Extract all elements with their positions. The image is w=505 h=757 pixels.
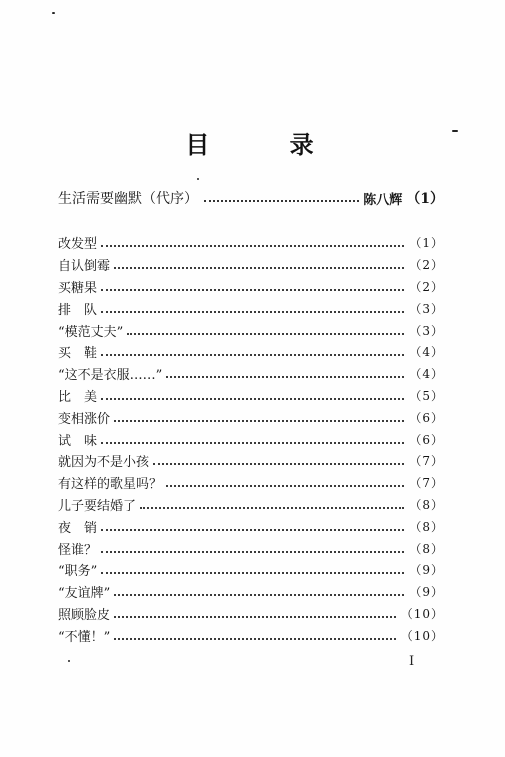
toc-entry [58,232,444,254]
dot-leader [114,413,404,422]
entry-page-number: （4） [409,367,444,382]
toc-entry [58,603,444,625]
dot-leader [101,347,404,356]
dot-leader [166,478,404,487]
dot-leader [101,565,404,574]
entry-page-number: （7） [409,454,444,469]
entry-title: 排 队 [58,302,98,318]
dot-leader [204,192,359,202]
dot-leader [101,304,404,313]
toc-entry [58,472,444,494]
entry-title: 变相涨价 [58,411,111,427]
page-title: 目 录 [185,131,350,159]
entry-page-number: （8） [409,519,444,534]
entry-page-number: （1） [409,236,444,251]
toc-entry [58,276,444,298]
entry-title: 买 鞋 [58,346,98,362]
entry-page-number: （8） [409,497,444,512]
toc-entry [58,428,444,450]
entry-title: 试 味 [58,433,98,449]
entry-page-number: （4） [409,345,444,360]
entry-page-number: （3） [409,323,444,338]
entry-title: 比 美 [58,389,98,405]
toc-preface-entry [58,188,444,208]
entry-title: 改发型 [58,237,98,253]
entry-page-number: （8） [409,541,444,556]
entry-page-number: （10） [400,606,444,621]
entry-page-number: （9） [409,585,444,600]
dot-leader [101,522,404,531]
dot-leader [114,260,404,269]
dot-leader [127,326,404,335]
toc-entry [58,385,444,407]
entry-title: 儿子要结婚了 [58,498,137,514]
dot-leader [114,631,395,640]
entry-title: 就因为不是小孩 [58,455,150,471]
entry-author: 陈八辉 [363,192,403,208]
dot-leader [101,238,404,247]
entry-title: 夜 销 [58,520,98,536]
entry-page-number: （5） [409,388,444,403]
print-speck [52,12,55,14]
print-speck [197,178,199,180]
toc-entry [58,494,444,516]
dot-leader [101,282,404,291]
page-folio: I [409,654,415,669]
entry-page-number: （3） [409,301,444,316]
toc-entry [58,450,444,472]
entry-title: “模范丈夫” [58,324,124,340]
entry-title: 怪谁？ [58,542,98,558]
dot-leader [153,456,404,465]
entry-page-number: （7） [409,476,444,491]
entry-title: “不懂！” [58,629,111,645]
toc-entry [58,515,444,537]
entry-title: 照顾脸皮 [58,607,111,623]
entry-title: 有这样的歌星吗？ [58,477,163,493]
dot-leader [140,500,404,509]
toc-entry [58,341,444,363]
dot-leader [101,391,404,400]
entry-title: “职务” [58,564,98,580]
entry-title: 自认倒霉 [58,259,111,275]
dot-leader [101,544,404,553]
toc-entry [58,363,444,385]
entry-page-number: （10） [400,628,444,643]
entry-page-number: （9） [409,563,444,578]
entry-title: “友谊牌” [58,586,111,602]
entry-page-number: （2） [409,258,444,273]
toc-entry [58,559,444,581]
toc-entry [58,406,444,428]
toc-entry [58,624,444,646]
entry-title: 买糖果 [58,280,98,296]
toc-entry [58,297,444,319]
dot-leader [114,609,396,618]
toc-list [58,232,444,646]
dot-leader [101,435,404,444]
entry-page-number: （2） [409,279,444,294]
entry-title: “这不是衣服……” [58,368,163,384]
toc-entry [58,581,444,603]
toc-entry [58,319,444,341]
entry-page-number: （6） [409,432,444,447]
toc-entry [58,254,444,276]
entry-page-number: （6） [409,410,444,425]
entry-page-number: （1） [406,191,444,207]
toc-entry [58,537,444,559]
entry-title: 生活需要幽默（代序） [58,191,198,207]
dot-leader [166,369,404,378]
print-speck [68,660,70,662]
dot-leader [114,587,404,596]
